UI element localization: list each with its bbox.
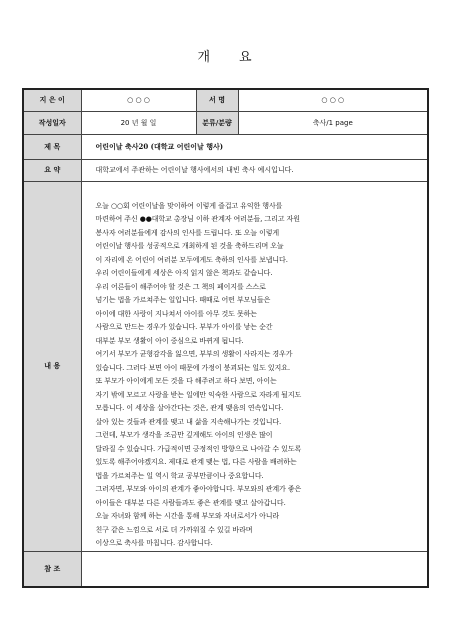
content-line: 우리 어른들이 해주어야 할 것은 그 책의 페이지를 스스로 xyxy=(95,282,266,291)
content-line: 대부분 부모 생활이 아이 중심으로 바뀌게 됩니다. xyxy=(95,336,244,345)
date-row xyxy=(23,111,428,134)
page-title xyxy=(0,46,450,65)
content-line: 친구 같은 느낌으로 서로 더 가까워질 수 있길 바라며 xyxy=(95,525,253,534)
content-line: 여기서 부모가 균형감각을 잃으면, 부부의 생활이 사라지는 경우가 xyxy=(95,350,293,358)
content-line: 아이에 대한 사랑이 지나쳐서 아이를 아무 것도 못하는 xyxy=(95,309,257,318)
content-line: 모릅니다. 이 세상을 살아간다는 것은, 관계 맺음의 연속입니다. xyxy=(95,404,284,412)
category-value: 축사/1 page xyxy=(238,111,428,134)
author-row xyxy=(23,89,428,111)
content-line: 사람으로 만드는 경우가 있습니다. 부부가 아이를 낳는 순간 xyxy=(95,323,273,331)
content-line: 이 자리에 온 어린이 여러분 모두에게도 축하의 인사를 보냅니다. xyxy=(95,255,288,264)
content-label: 내 용 xyxy=(23,181,81,551)
content-line: 있습니다. 그러다 보면 아이 때문에 가정이 붕괴되는 일도 있지요. xyxy=(95,363,290,372)
page-title-char-2: 요 xyxy=(239,50,253,65)
content-line: 법을 가르쳐주는 일 역시 학교 공부만큼이나 중요합니다. xyxy=(95,471,264,480)
content-line: 살아 있는 것들과 관계를 맺고 내 삶을 지속해나가는 것입니다. xyxy=(95,417,282,426)
author-value: ○ ○ ○ xyxy=(81,89,196,111)
category-label: 분류/분량 xyxy=(196,111,238,134)
content-line: 아이들은 대부분 다른 사람들과도 좋은 관계를 맺고 살아갑니다. xyxy=(95,498,286,507)
content-body xyxy=(81,181,428,551)
content-line: 있도록 해주어야겠지요. 제대로 관계 맺는 법, 다른 사람을 배려하는 xyxy=(95,458,297,466)
subject-row xyxy=(23,134,428,159)
content-line: 그러자면, 부모와 아이의 관계가 좋아야합니다. 부모와의 관계가 좋은 xyxy=(95,485,302,493)
content-line: 그런데, 부모가 생각을 조금만 깊게해도 아이의 인생은 많이 xyxy=(95,431,273,439)
summary-label: 요 약 xyxy=(23,159,81,181)
content-lines xyxy=(96,200,418,551)
summary-value: 대학교에서 주관하는 어린이날 행사에서의 내빈 축사 예시입니다. xyxy=(81,159,428,181)
subject-value: 어린이날 축사20 (대학교 어린이날 행사) xyxy=(81,134,428,159)
content-line: 넘기는 법을 가르쳐주는 일입니다. 때때로 어떤 부모님들은 xyxy=(95,296,271,304)
date-value: 20 년 월 일 xyxy=(81,111,196,134)
author-label: 지 은 이 xyxy=(23,89,81,111)
reference-label: 참 조 xyxy=(23,551,81,587)
reference-value xyxy=(81,551,428,587)
content-row xyxy=(23,181,428,551)
page-title-char-1: 개 xyxy=(197,50,211,65)
content-line: 오늘 자녀와 함께 하는 시간을 통해 부모와 자녀로서가 아니라 xyxy=(95,512,280,520)
summary-row xyxy=(23,159,428,181)
content-line: 오늘 ○○회 어린이날을 맞이하여 이렇게 즐겁고 유익한 행사를 xyxy=(95,201,283,210)
content-line: 어린이날 행사를 성공적으로 개최하게 된 것을 축하드리며 오늘 xyxy=(95,242,284,250)
sign-value: ○ ○ ○ xyxy=(238,89,428,111)
reference-row xyxy=(23,551,428,587)
content-line: 마련하여 주신 ●●대학교 총장님 이하 관계자 여러분들, 그리고 자원 xyxy=(95,215,300,223)
content-line: 또 부모가 아이에게 모든 것을 다 해주려고 하다 보면, 아이는 xyxy=(95,377,277,385)
content-line: 우리 어린이들에게 세상은 아직 읽지 않은 책과도 같습니다. xyxy=(95,269,273,277)
summary-form-table xyxy=(22,88,429,588)
sign-label: 서 명 xyxy=(196,89,238,111)
content-line: 달라질 수 있습니다. 가급적이면 긍정적인 방향으로 나아갈 수 있도록 xyxy=(95,444,302,453)
date-label: 작성일자 xyxy=(23,111,81,134)
subject-label: 제 목 xyxy=(23,134,81,159)
content-line: 이상으로 축사를 마칩니다. 감사합니다. xyxy=(95,539,213,547)
content-line: 자기 밖에 모르고 사랑을 받는 일에만 익숙한 사람으로 자라게 될지도 xyxy=(95,390,302,399)
content-line: 봉사자 여러분들에게 감사의 인사를 드립니다. 또 오늘 이렇게 xyxy=(95,228,280,237)
